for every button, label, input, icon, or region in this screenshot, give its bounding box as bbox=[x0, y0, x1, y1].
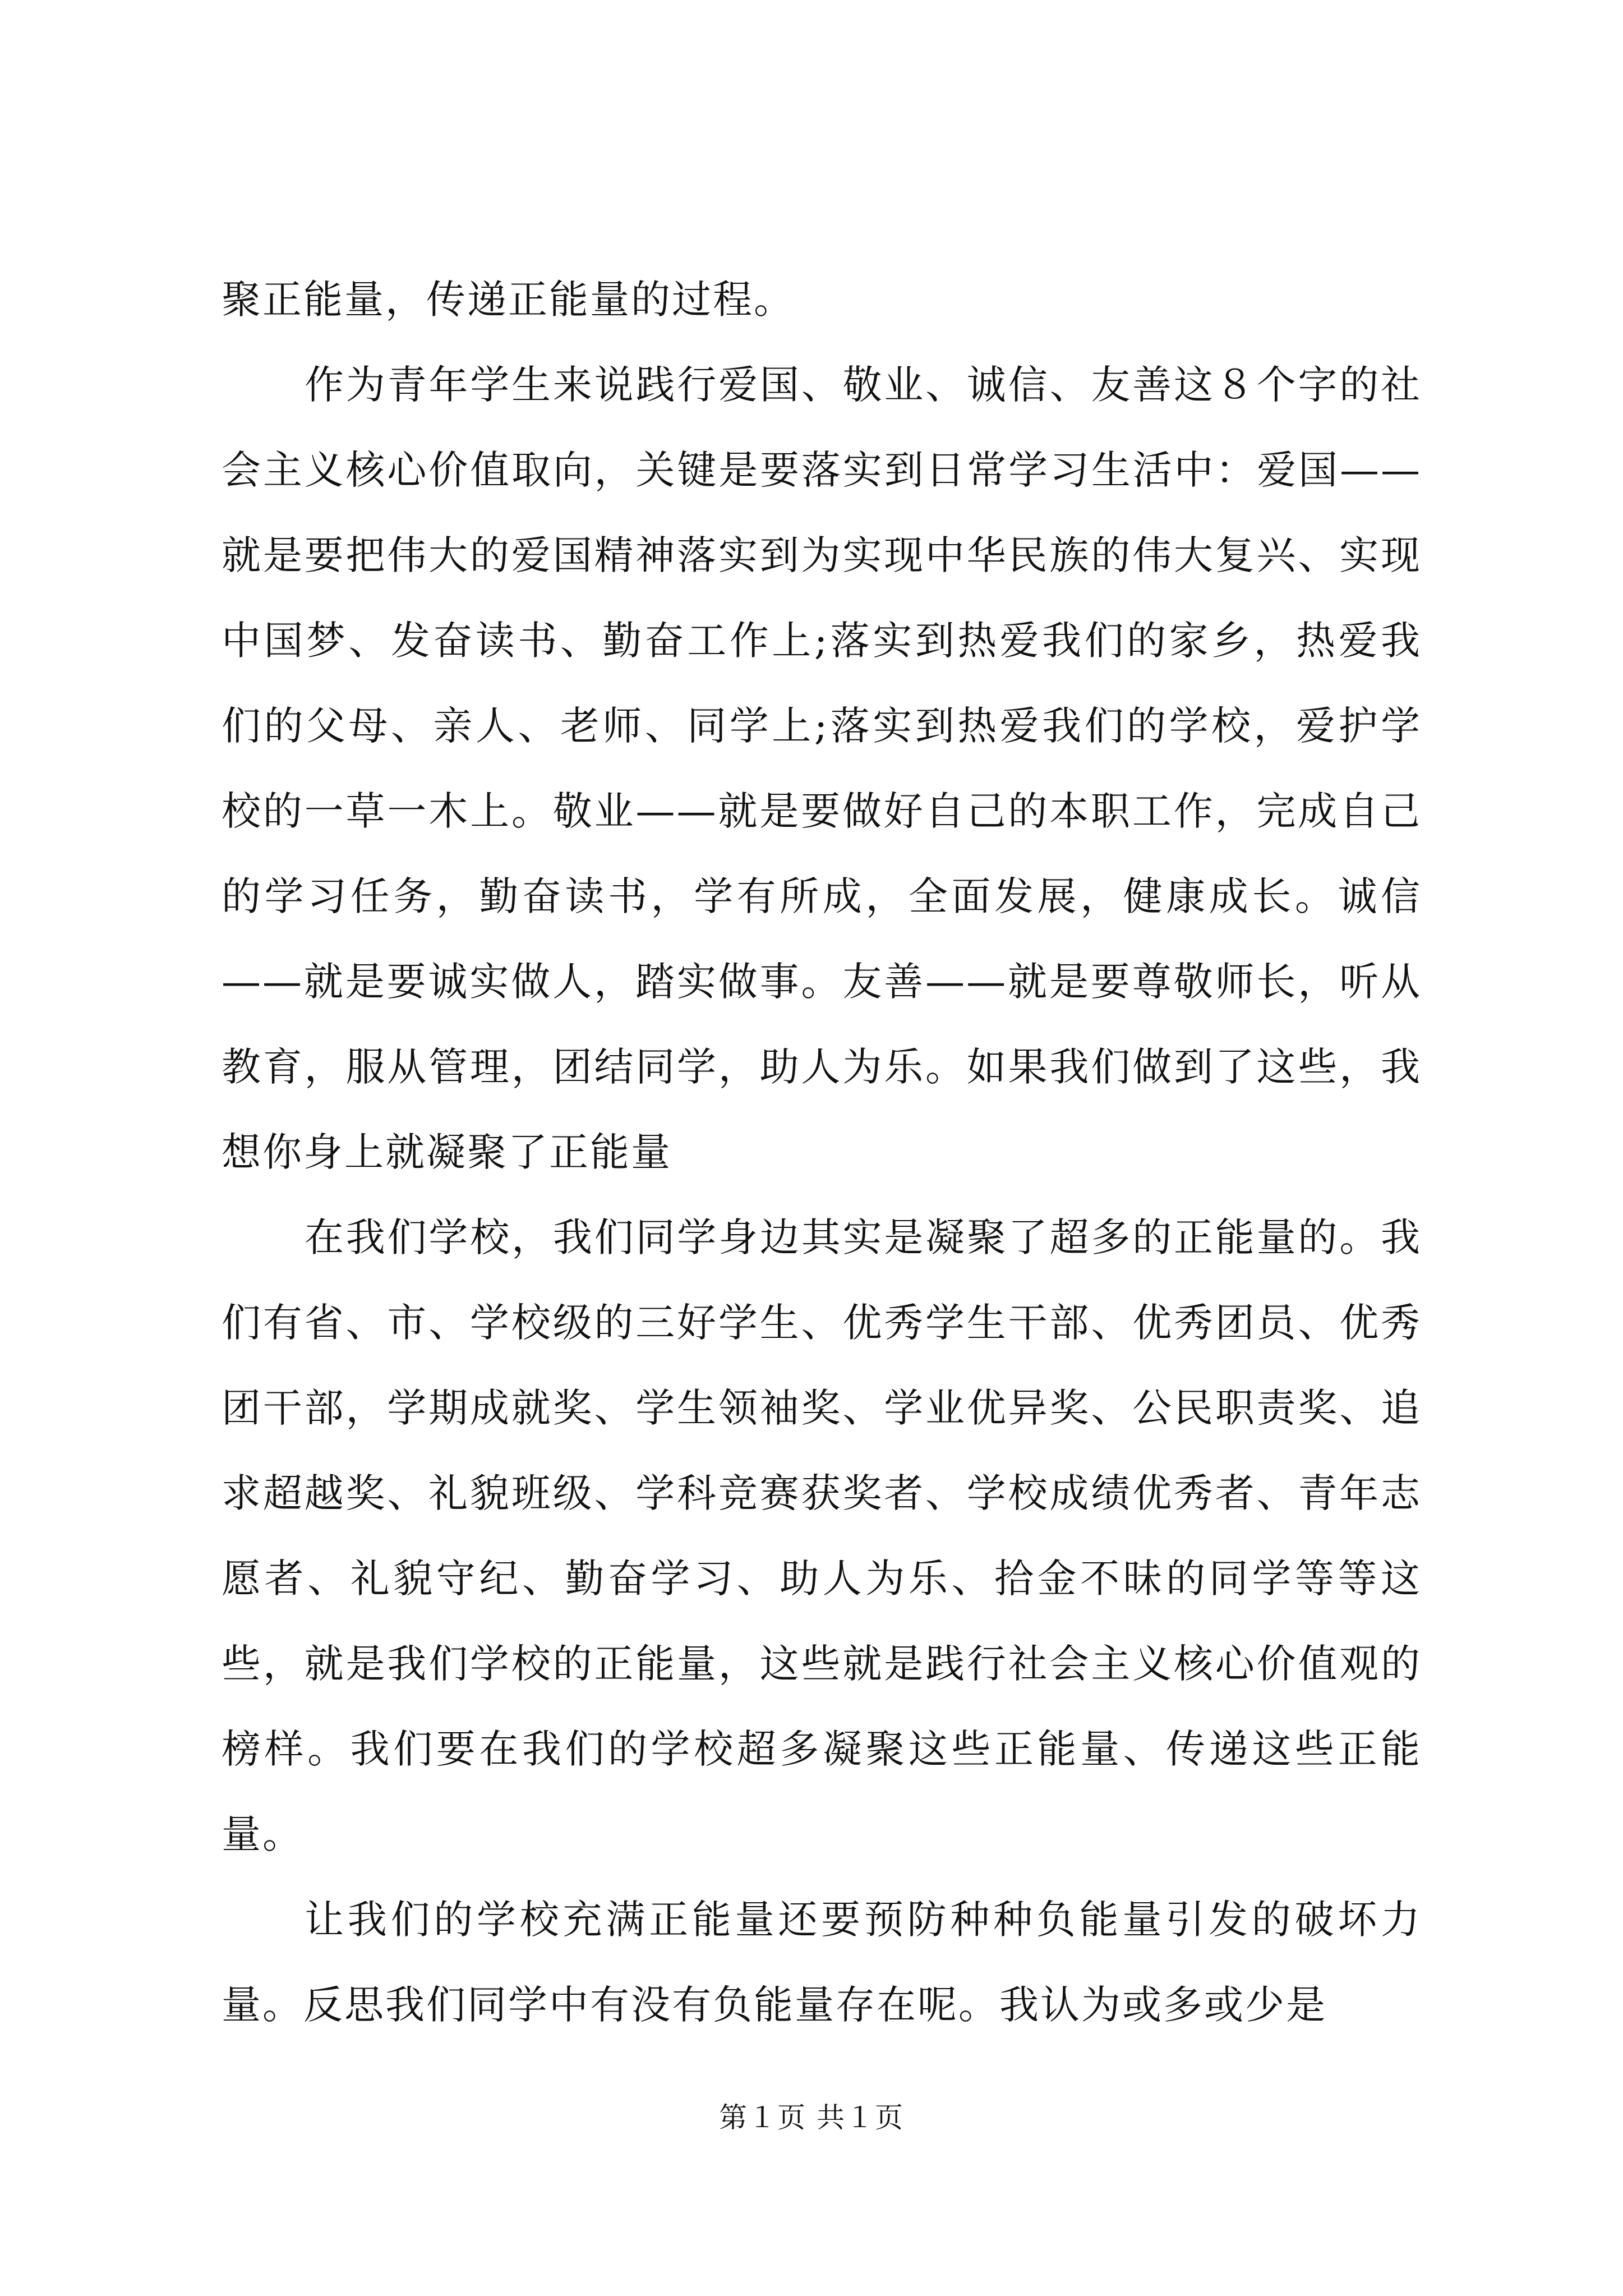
document-body bbox=[222, 257, 1422, 2047]
page-footer: 第１页 共１页 bbox=[719, 2101, 904, 2134]
paragraph-1: 聚正能量，传递正能量的过程。 bbox=[222, 277, 795, 323]
paragraph-4: 让我们的学校充满正能量还要预防种种负能量引发的破坏力量。反思我们同学中有没有负能量存在呢。我认为或多或少是 bbox=[222, 1897, 1422, 2028]
paragraph-2: 作为青年学生来说践行爱国、敬业、诚信、友善这８个字的社会主义核心价值取向，关键是要落实到日常学习生活中：爱国——就是要把伟大的爱国精神落实到为实现中华民族的伟大复兴、实现中国梦、发奋读书、勤奋工作上;落实到热爱我们的家乡，热爱我们的父母、亲人、老师、同学上;落实到热爱我们的学校，爱护学校的一草一木上。敬业——就是要做好自己的本职工作，完成自己的学习任务，勤奋读书，学有所成，全面发展，健康成长。诚信——就是要诚实做人，踏实做事。友善——就是要尊敬师长，听从教育，服从管理，团结同学，助人为乐。如果我们做到了这些，我想你身上就凝聚了正能量 bbox=[222, 362, 1422, 1175]
paragraph-3: 在我们学校，我们同学身边其实是凝聚了超多的正能量的。我们有省、市、学校级的三好学生、优秀学生干部、优秀团员、优秀团干部，学期成就奖、学生领袖奖、学业优异奖、公民职责奖、追求超越奖、礼貌班级、学科竞赛获奖者、学校成绩优秀者、青年志愿者、礼貌守纪、勤奋学习、助人为乐、拾金不昧的同学等等这些，就是我们学校的正能量，这些就是践行社会主义核心价值观的榜样。我们要在我们的学校超多凝聚这些正能量、传递这些正能量。 bbox=[222, 1214, 1422, 1857]
